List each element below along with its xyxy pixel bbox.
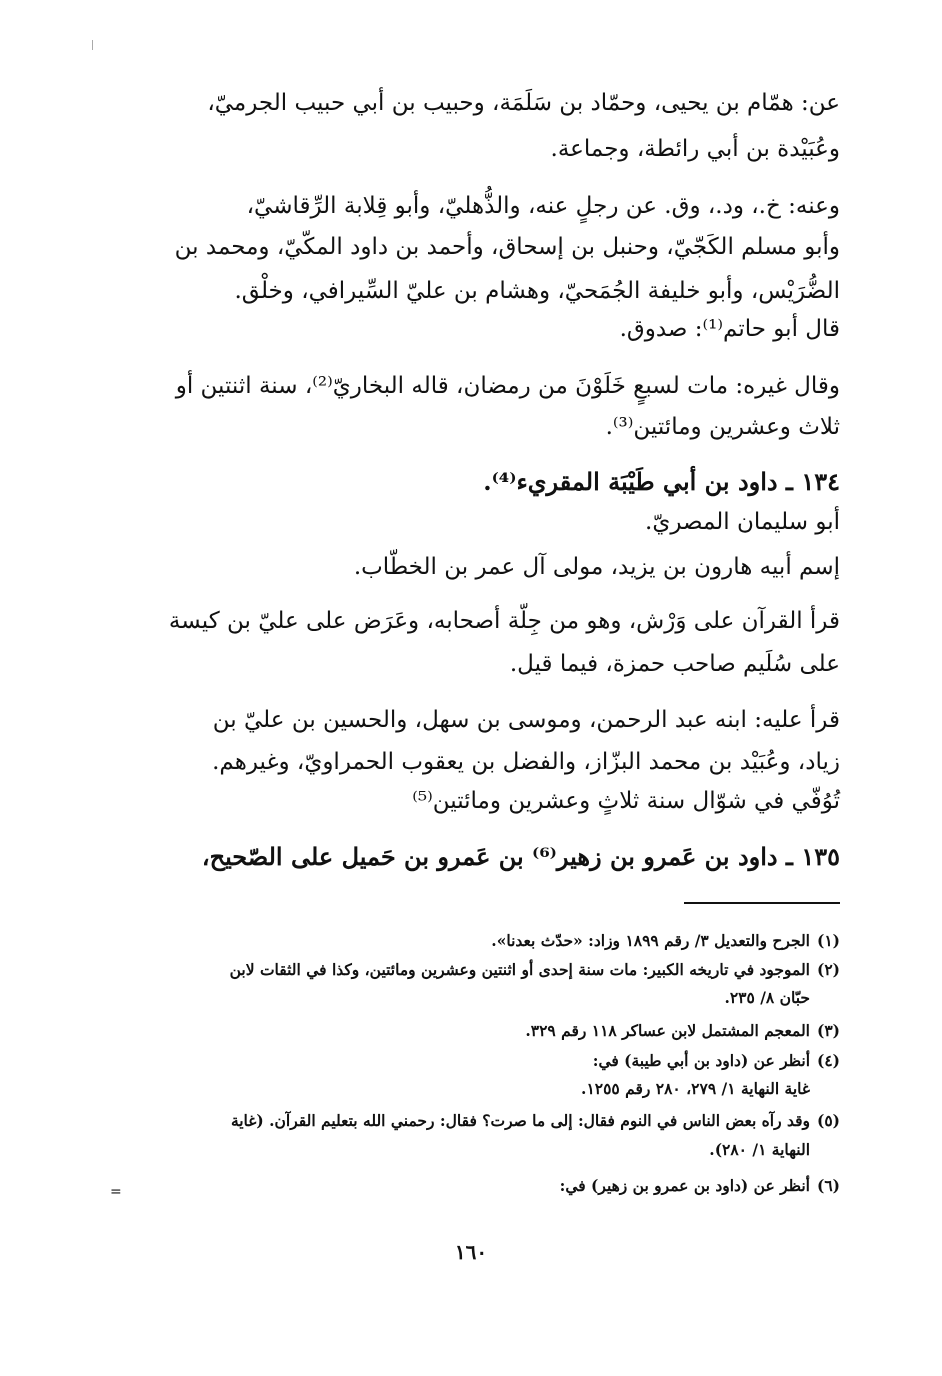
scan-tick	[92, 40, 93, 50]
body-line: ثلاث وعشرين ومائتين⁽³⁾.	[605, 414, 840, 440]
footnote-text: أنظر عن (داود بن عمرو بن زهير) في:	[559, 1176, 810, 1195]
body-line: على سُلَيم صاحب حمزة، فيما قيل.	[509, 651, 840, 677]
footnote-number: (٣)	[816, 1021, 840, 1040]
body-line: الضُّرَيْس، وأبو خليفة الجُمَحيّ، وهشام بن عليّ السِّيرافي، وخلْق.	[234, 278, 840, 304]
footnote-divider	[684, 902, 840, 904]
body-line: عن: همّام بن يحيى، وحمّاد بن سَلَمَة، وحبيب بن أبي حبيب الجرميّ،	[207, 90, 840, 116]
margin-mark: =	[110, 1184, 122, 1200]
footnote-text: المعجم المشتمل لابن عساكر ١١٨ رقم ٣٢٩.	[525, 1021, 810, 1040]
footnote-text: أنظر عن (داود بن أبي طيبة) في:	[592, 1051, 810, 1070]
footnote-2	[118, 959, 840, 981]
footnote-number: (٢)	[816, 960, 840, 979]
body-line: زياد، وعُبَيْد بن محمد البزّاز، والفضل بن يعقوب الحمراويّ، وغيرهم.	[212, 749, 840, 775]
body-line: أبو سليمان المصريّ.	[645, 509, 840, 535]
body-line: تُوُفّي في شوّال سنة ثلاثٍ وعشرين ومائتين⁽⁵⁾	[412, 788, 840, 814]
body-line: قال أبو حاتم⁽¹⁾: صدوق.	[619, 316, 840, 342]
footnote-2-cont: حبّان ٨/ ٢٣٥.	[724, 988, 810, 1007]
footnote-text: وقد رآه بعض الناس في النوم فقال: إلى ما صرت؟ فقال: رحمني الله بتعليم القرآن. (غاية	[230, 1111, 810, 1130]
body-line: وأبو مسلم الكَجّيّ، وحنبل بن إسحاق، وأحمد بن داود المكّيّ، ومحمد بن	[174, 234, 840, 260]
footnote-number: (١)	[816, 931, 840, 950]
body-line: وعنه: خ.، ود.، وق. عن رجلٍ عنه، والذُّهليّ، وأبو قِلابة الرِّقاشيّ،	[246, 193, 840, 219]
body-line: وقال غيره: مات لسبعٍ خَلَوْنَ من رمضان، قاله البخاريّ⁽²⁾، سنة اثنتين أو	[175, 373, 840, 399]
footnote-text: الجرح والتعديل ٣/ رقم ١٨٩٩ وزاد: «حدّث بعدنا».	[491, 931, 810, 950]
footnote-4	[118, 1050, 840, 1072]
page-number: ١٦٠	[454, 1240, 488, 1264]
body-line: وعُبَيْدة بن أبي رائطة، وجماعة.	[550, 136, 840, 162]
footnote-5	[118, 1110, 840, 1132]
footnote-number: (٥)	[816, 1111, 840, 1130]
footnote-1	[118, 930, 840, 952]
body-line: إسم أبيه هارون بن يزيد، مولى آل عمر بن الخطّاب.	[353, 554, 840, 580]
footnote-number: (٦)	[816, 1176, 840, 1195]
footnote-number: (٤)	[816, 1051, 840, 1070]
footnote-3	[118, 1020, 840, 1042]
entry-heading-135: ١٣٥ ـ داود بن عَمرو بن زهير⁽⁶⁾ بن عَمرو بن حَميل على الصّحيح،	[201, 842, 840, 871]
body-line: قرأ القرآن على وَرْش، وهو من جِلّة أصحابه، وعَرَض على عليّ بن كيسة	[168, 608, 840, 634]
body-line: قرأ عليه: ابنه عبد الرحمن، وموسى بن سهل، والحسين بن عليّ بن	[212, 707, 840, 733]
footnote-4-cont: غاية النهاية ١/ ٢٧٩، ٢٨٠ رقم ١٢٥٥.	[581, 1079, 810, 1098]
footnote-6	[118, 1175, 840, 1197]
footnote-5-cont: النهاية ١/ ٢٨٠).	[709, 1140, 810, 1159]
entry-heading-134: ١٣٤ ـ داود بن أبي طَيْبَة المقريء⁽⁴⁾.	[483, 467, 840, 496]
footnote-text: الموجود في تاريخه الكبير: مات سنة إحدى أو اثنتين وعشرين ومائتين، وكذا في الثقات لابن	[229, 960, 810, 979]
